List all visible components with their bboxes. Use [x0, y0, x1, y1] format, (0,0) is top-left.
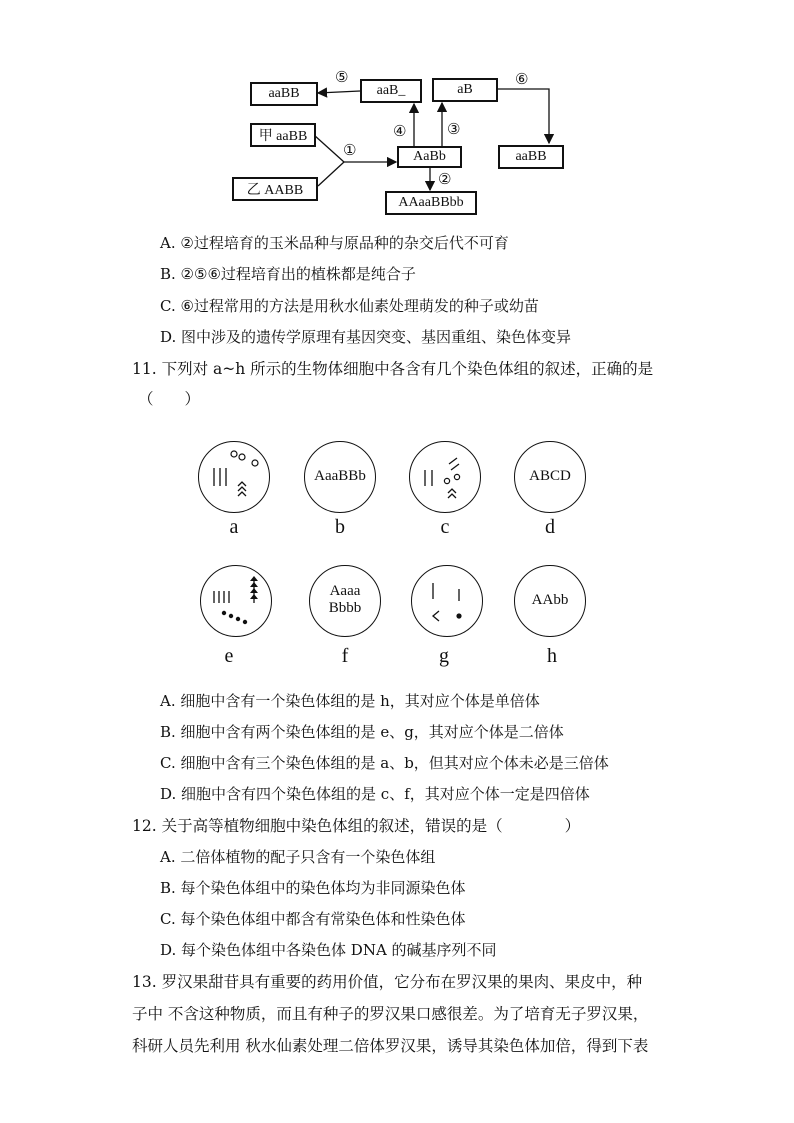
chromosomes-e: [200, 565, 272, 637]
cell-h: [514, 565, 586, 637]
q12-option-c: C. 每个染色体组中都含有常染色体和性染色体: [160, 910, 466, 928]
cell-f-text-line2: Bbbb: [328, 600, 362, 616]
label-process-6: ⑥: [515, 70, 529, 88]
q10-option-a: A. ②过程培育的玉米品种与原品种的杂交后代不可育: [160, 234, 509, 252]
box-aB: aB: [432, 78, 498, 102]
line-jia: [314, 135, 344, 162]
box-aaB_: aaB_: [360, 79, 422, 103]
q12-option-d: D. 每个染色体组中各染色体 DNA 的碱基序列不同: [160, 941, 497, 959]
q10-option-d: D. 图中涉及的遗传学原理有基因突变、基因重组、染色体变异: [160, 328, 572, 346]
arrow-5: [318, 91, 360, 93]
q12-stem: 12. 关于高等植物细胞中染色体组的叙述，错误的是（ ）: [132, 817, 581, 835]
q10-option-b: B. ②⑤⑥过程培育出的植株都是纯合子: [160, 265, 416, 283]
box-yi: 乙 AABB: [232, 177, 318, 201]
label-process-4: ④: [393, 122, 407, 140]
cell-g: [411, 565, 483, 637]
box-aaBB-left: aaBB: [250, 82, 318, 106]
cell-d: [514, 441, 586, 513]
cell-b: [304, 441, 376, 513]
cell-label-g: g: [439, 645, 449, 667]
cell-label-f: f: [341, 645, 349, 667]
q13-line-2: 子中 不含这种物质，而且有种子的罗汉果口感很差。为了培育无子罗汉果，: [132, 1005, 649, 1023]
cell-c: [409, 441, 481, 513]
cell-label-e: e: [224, 645, 234, 667]
chromosomes-g: [411, 565, 483, 637]
q11-option-b: B. 细胞中含有两个染色体组的是 e、g，其对应个体是二倍体: [160, 723, 564, 741]
q11-option-d: D. 细胞中含有四个染色体组的是 c、f，其对应个体一定是四倍体: [160, 785, 590, 803]
cell-f-text-line1: Aaaa: [329, 583, 361, 599]
label-process-2: ②: [438, 170, 452, 188]
cell-d-text: ABCD: [529, 468, 571, 484]
chromosomes-a: [198, 441, 270, 513]
box-jia: 甲 aaBB: [250, 123, 316, 147]
q11-answer-bracket: （ ）: [138, 390, 201, 408]
q12-option-b: B. 每个染色体组中的染色体均为非同源染色体: [160, 879, 466, 897]
q12-option-a: A. 二倍体植物的配子只含有一个染色体组: [160, 848, 436, 866]
q10-option-c: C. ⑥过程常用的方法是用秋水仙素处理萌发的种子或幼苗: [160, 297, 539, 315]
q11-option-c: C. 细胞中含有三个染色体组的是 a、b，但其对应个体未必是三倍体: [160, 754, 609, 772]
cell-f: [309, 565, 381, 637]
box-aaBB-right: aaBB: [498, 145, 564, 169]
q13-line-3: 科研人员先利用 秋水仙素处理二倍体罗汉果，诱导其染色体加倍，得到下表: [132, 1037, 649, 1055]
cell-label-d: d: [545, 516, 555, 538]
q11-option-a: A. 细胞中含有一个染色体组的是 h，其对应个体是单倍体: [160, 692, 540, 710]
q13-line-1: 13. 罗汉果甜苷具有重要的药用价值，它分布在罗汉果的果肉、果皮中，种: [132, 973, 643, 991]
box-AaBb: AaBb: [397, 146, 462, 168]
chromosomes-c: [409, 441, 481, 513]
cell-e: [200, 565, 272, 637]
cell-h-text: AAbb: [531, 592, 569, 608]
cell-label-h: h: [547, 645, 557, 667]
cell-label-a: a: [229, 516, 239, 538]
label-process-5: ⑤: [335, 68, 349, 86]
cell-a: [198, 441, 270, 513]
arrow-6: [498, 89, 549, 143]
cell-label-b: b: [335, 516, 345, 538]
box-AAaaBBbb: AAaaBBbb: [385, 191, 477, 215]
line-yi: [318, 162, 344, 186]
cell-label-c: c: [440, 516, 450, 538]
q11-stem: 11. 下列对 a~h 所示的生物体细胞中各含有几个染色体组的叙述，正确的是: [132, 360, 654, 378]
cell-b-text: AaaBBb: [314, 468, 366, 484]
label-process-1: ①: [343, 141, 357, 159]
label-process-3: ③: [447, 120, 461, 138]
